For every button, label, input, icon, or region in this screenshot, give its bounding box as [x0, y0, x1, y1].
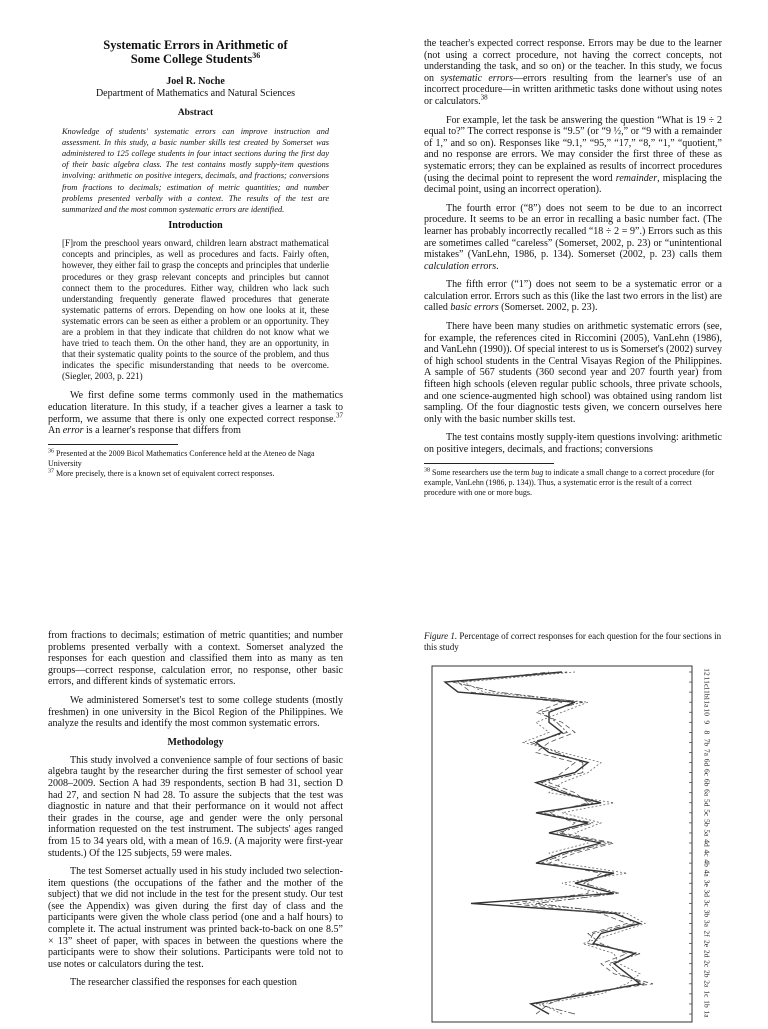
paragraph: There have been many studies on arithmetic systematic errors (see, for example, the references cited in Riccomini (2005), VanLehn (1986), and VanLehn (1990)). Of special interest to us is Somerset's (2002) survey of high school students in the Central Visayas Region of the Philippines. A sample of 567 students (360 second year and 207 fourth year) from fifteen high schools (eleven regular public schools, three private schools, and one science-augmented high school) was obtained using random list sampling. Of the four diagnostic tests given, we concern ourselves here only with the basic number skills test. [424, 321, 722, 425]
figure-caption-text: Percentage of correct responses for each question for the four sections in this study [424, 631, 722, 652]
tick-label: 6d [702, 758, 712, 767]
text-run: For example, let the task be answering the question “What is 19 ÷ 2 equal to?” The correct response is “9.5” (or “9 ½,” or “9 with a remainder of 1,” and so on). Responses like “9.1,” “95,” “17,” “8,” “1,” “quotient,” and no response are errors. We may consider the first three of these as systematic errors; they can be explained as results of incorrect procedures (using the decimal point to represent the word [424, 114, 722, 184]
tick-label: 4d [702, 839, 712, 847]
tick-label: 2d [702, 949, 712, 958]
paragraph: from fractions to decimals; estimation of metric quantities; and number problems presented verbally with a context. Somerset analyzed the responses for each question and classified them into as many as ten groups—correct response, calculation error, no response, other basic errors, and different kinds of systematic errors. [48, 630, 343, 688]
paragraph: This study involved a convenience sample of four sections of basic algebra taught by the researcher during the first semester of school year 2008–2009. Section A had 39 respondents, section B had 31, section D had 27, and section N had 28. To assure the subjects that the test was diagnostic in nature and that their performance on it would not affect their grades in the course, age and gender were the only personal information requested on the test instrument. The subjects' ages ranged from 15 to 34 years old, with a mean of 16.9. (A majority were first-year students.) Of the 125 subjects, 59 were males. [48, 754, 343, 859]
author-name: Joel R. Noche [166, 76, 225, 87]
tick-label: 4c [702, 849, 712, 857]
tick-label: 10 [702, 708, 712, 716]
tick-label: 6c [702, 769, 712, 777]
footnote-number: 36 [48, 448, 54, 455]
tick-label: 11b [702, 686, 712, 698]
tick-label: 3d [702, 889, 712, 898]
term-emphasis: basic errors [450, 302, 499, 314]
abstract-text: Knowledge of students' systematic errors can improve instruction and assessment. In this study, a basic number skills test created by Somerset was administered to 125 college students in four intact sections during the first day of their basic algebra class. The test contains mostly supply-item questions involving: arithmetic on positive integers, decimals, and fractions; conversions from fractions to decimals; estimation of metric quantities; and number problems presented verbally with a context. The results of the test are summarized and the most common systematic errors are identified. [62, 126, 329, 215]
figure-label: Figure 1. [424, 631, 458, 641]
term-emphasis: bug [531, 467, 544, 477]
tick-label: 4a [702, 869, 712, 877]
tick-label: 3b [702, 909, 712, 918]
text-run: The fourth error (“8”) does not seem to be due to an incorrect procedure. It seems to be an error in recalling a basic number fact. (The learner has probably incorrectly recalled “18 ÷ 2 = 9”.) Errors such as this are sometimes called “careless” (Somerset, 2002, p. 23) or “unintentional mistakes” (VanLehn, 1986, p. 134). Somerset (2002, p. 23) calls them [424, 202, 722, 261]
footnote-37 [48, 469, 343, 479]
footnote-text: Presented at the 2009 Bicol Mathematics Conference held at the Ateneo de Naga University [48, 448, 315, 468]
page-spread-top [0, 0, 768, 512]
tick-label: 7a [702, 748, 712, 757]
text-run: —errors resulting from the learner's use of an incorrect procedure—in written arithmetic tasks done without using notes or calculators. [424, 72, 722, 107]
page-spread-bottom [0, 512, 768, 1024]
term-emphasis: calculation errors [424, 260, 497, 272]
tick-label: 9 [702, 720, 712, 725]
tick-label: 7b [702, 738, 712, 747]
paragraph [424, 38, 722, 108]
title-footnote-marker: 36 [252, 50, 261, 60]
tick-label: 3e [702, 879, 712, 887]
tick-label: 6b [702, 778, 712, 787]
tick-label: 1c [702, 990, 712, 998]
tick-label: 11c [702, 676, 712, 688]
tick-label: 2c [702, 960, 712, 968]
term-emphasis: error [62, 425, 84, 437]
text-run: An [48, 425, 63, 437]
tick-label: 11a [702, 696, 712, 708]
footnote-text: More precisely, there is a known set of equivalent correct responses. [54, 468, 275, 478]
term-emphasis: systematic errors [440, 72, 514, 84]
paragraph [424, 279, 722, 314]
figure-caption [424, 631, 722, 653]
paragraph: We administered Somerset's test to some college students (mostly freshmen) in one university in the Bicol Region of the Philippines. We analyze the results and identify the most common systematic errors. [48, 694, 343, 730]
tick-label: 2e [702, 940, 712, 948]
tick-label: 1b [702, 1000, 712, 1008]
footnote-38 [424, 468, 722, 498]
title-line-2: Some College Students [130, 52, 253, 66]
author-department: Department of Mathematics and Natural Sciences [95, 88, 296, 99]
tick-label: 3a [702, 919, 712, 928]
text-run: , misplacing the decimal point, using an incorrect operation). [424, 172, 722, 196]
paragraph [48, 390, 343, 436]
tick-label: 5a [702, 829, 712, 837]
footnote-marker: 37 [336, 411, 343, 420]
tick-label: 1a [702, 1010, 712, 1018]
text-run: (Somerset. 2002, p. 23). [498, 302, 598, 314]
introduction-heading: Introduction [168, 220, 223, 232]
series-line [463, 672, 645, 1014]
tick-label: 12 [702, 668, 712, 676]
chart-svg [430, 660, 720, 1024]
paragraph: The researcher classified the responses for each question [70, 977, 297, 989]
series-line [458, 672, 653, 1014]
paragraph: The test contains mostly supply-item questions involving: arithmetic on positive integers, decimals, and fractions; conversions [424, 432, 722, 455]
footnote-number: 38 [424, 466, 430, 473]
text-run: Some researchers use the term [430, 467, 532, 477]
methodology-heading: Methodology [167, 736, 224, 748]
tick-label: 8 [702, 730, 712, 735]
block-quote: [F]rom the preschool years onward, children learn abstract mathematical concepts and principles, as well as procedures and facts. Fairly often, however, they either fail to grasp the concepts and principles that underlie procedures or they grasp relevant concepts and principles but cannot connect them to the procedures. Either way, children who lack such understanding frequently generate flawed procedures that generate systematic patterns of errors. Depending on how one looks at it, these systematic errors can be seen as either a problem or an opportunity. They are a problem in that they indicate that children do not know what we have tried to teach them. On the other hand, they are an opportunity, in that their systematic quality points to the source of the problem, and thus indicates the specific misunderstanding that needs to be overcome. (Siegler, 2003, p. 221) [62, 238, 329, 382]
text-run: to indicate a small change to a correct procedure (for example, VanLehn (1986, p. 134)). Thus, a systematic error is the result of a correct procedure with one or more bugs. [424, 467, 715, 497]
tick-label: 4b [702, 859, 712, 867]
term-emphasis: remainder [615, 172, 658, 184]
title-line-1: Systematic Errors in Arithmetic of [103, 38, 288, 52]
text-run: The fifth error (“1”) does not seem to be a systematic error or a calculation error. Errors such as this (like the last two errors in the list) are called [424, 279, 722, 314]
page-74-column [48, 38, 343, 479]
paragraph [424, 115, 722, 196]
figure-1-chart [430, 660, 720, 1029]
page-76-column [48, 630, 343, 996]
text-run: We first define some terms commonly used in the mathematics education literature. In this study, if a teacher gives a learner a task to perform, we assume that there is only one expected correct response. [48, 390, 343, 425]
page-75-column [424, 38, 722, 498]
tick-label: 5b [702, 819, 712, 827]
footnote-marker: 38 [480, 93, 488, 102]
text-run: . [496, 260, 499, 272]
paragraph [424, 203, 722, 273]
tick-label: 6a [702, 789, 712, 797]
footnote-rule [48, 444, 178, 445]
tick-label: 2f [702, 930, 712, 937]
tick-label: 2a [702, 980, 712, 988]
tick-label: 5c [702, 809, 712, 817]
footnote-36 [48, 449, 343, 469]
text-run: is a learner's response that differs from [83, 425, 241, 437]
paragraph: The test Somerset actually used in his study included two selection-item questions (the occupations of the father and the mother of the subject) that we did not include in the test for the present study. Our test (see the Appendix) was given during the first day of class and the participants were given the whole class period (one and a half hours) to complete it. The actual instrument was printed back-to-back on one 8.5” × 13” sheet of paper, with spaces in between the questions where the participants were to show their solutions. Participants were told not to use notes or calculators during the test. [48, 866, 343, 970]
text-run: the teacher's expected correct response. Errors may be due to the learner (not using a correct procedure, not having the correct concepts, not understanding the task, and so on) or the teacher. In this study, we focus on [424, 38, 722, 84]
tick-label: 5d [702, 799, 712, 807]
article-title [48, 38, 343, 66]
footnote-rule [424, 463, 554, 464]
tick-label: 2b [702, 970, 712, 978]
abstract-heading: Abstract [177, 108, 214, 118]
plot-frame [432, 666, 692, 1022]
tick-label: 3c [702, 899, 712, 907]
footnote-number: 37 [48, 468, 54, 475]
